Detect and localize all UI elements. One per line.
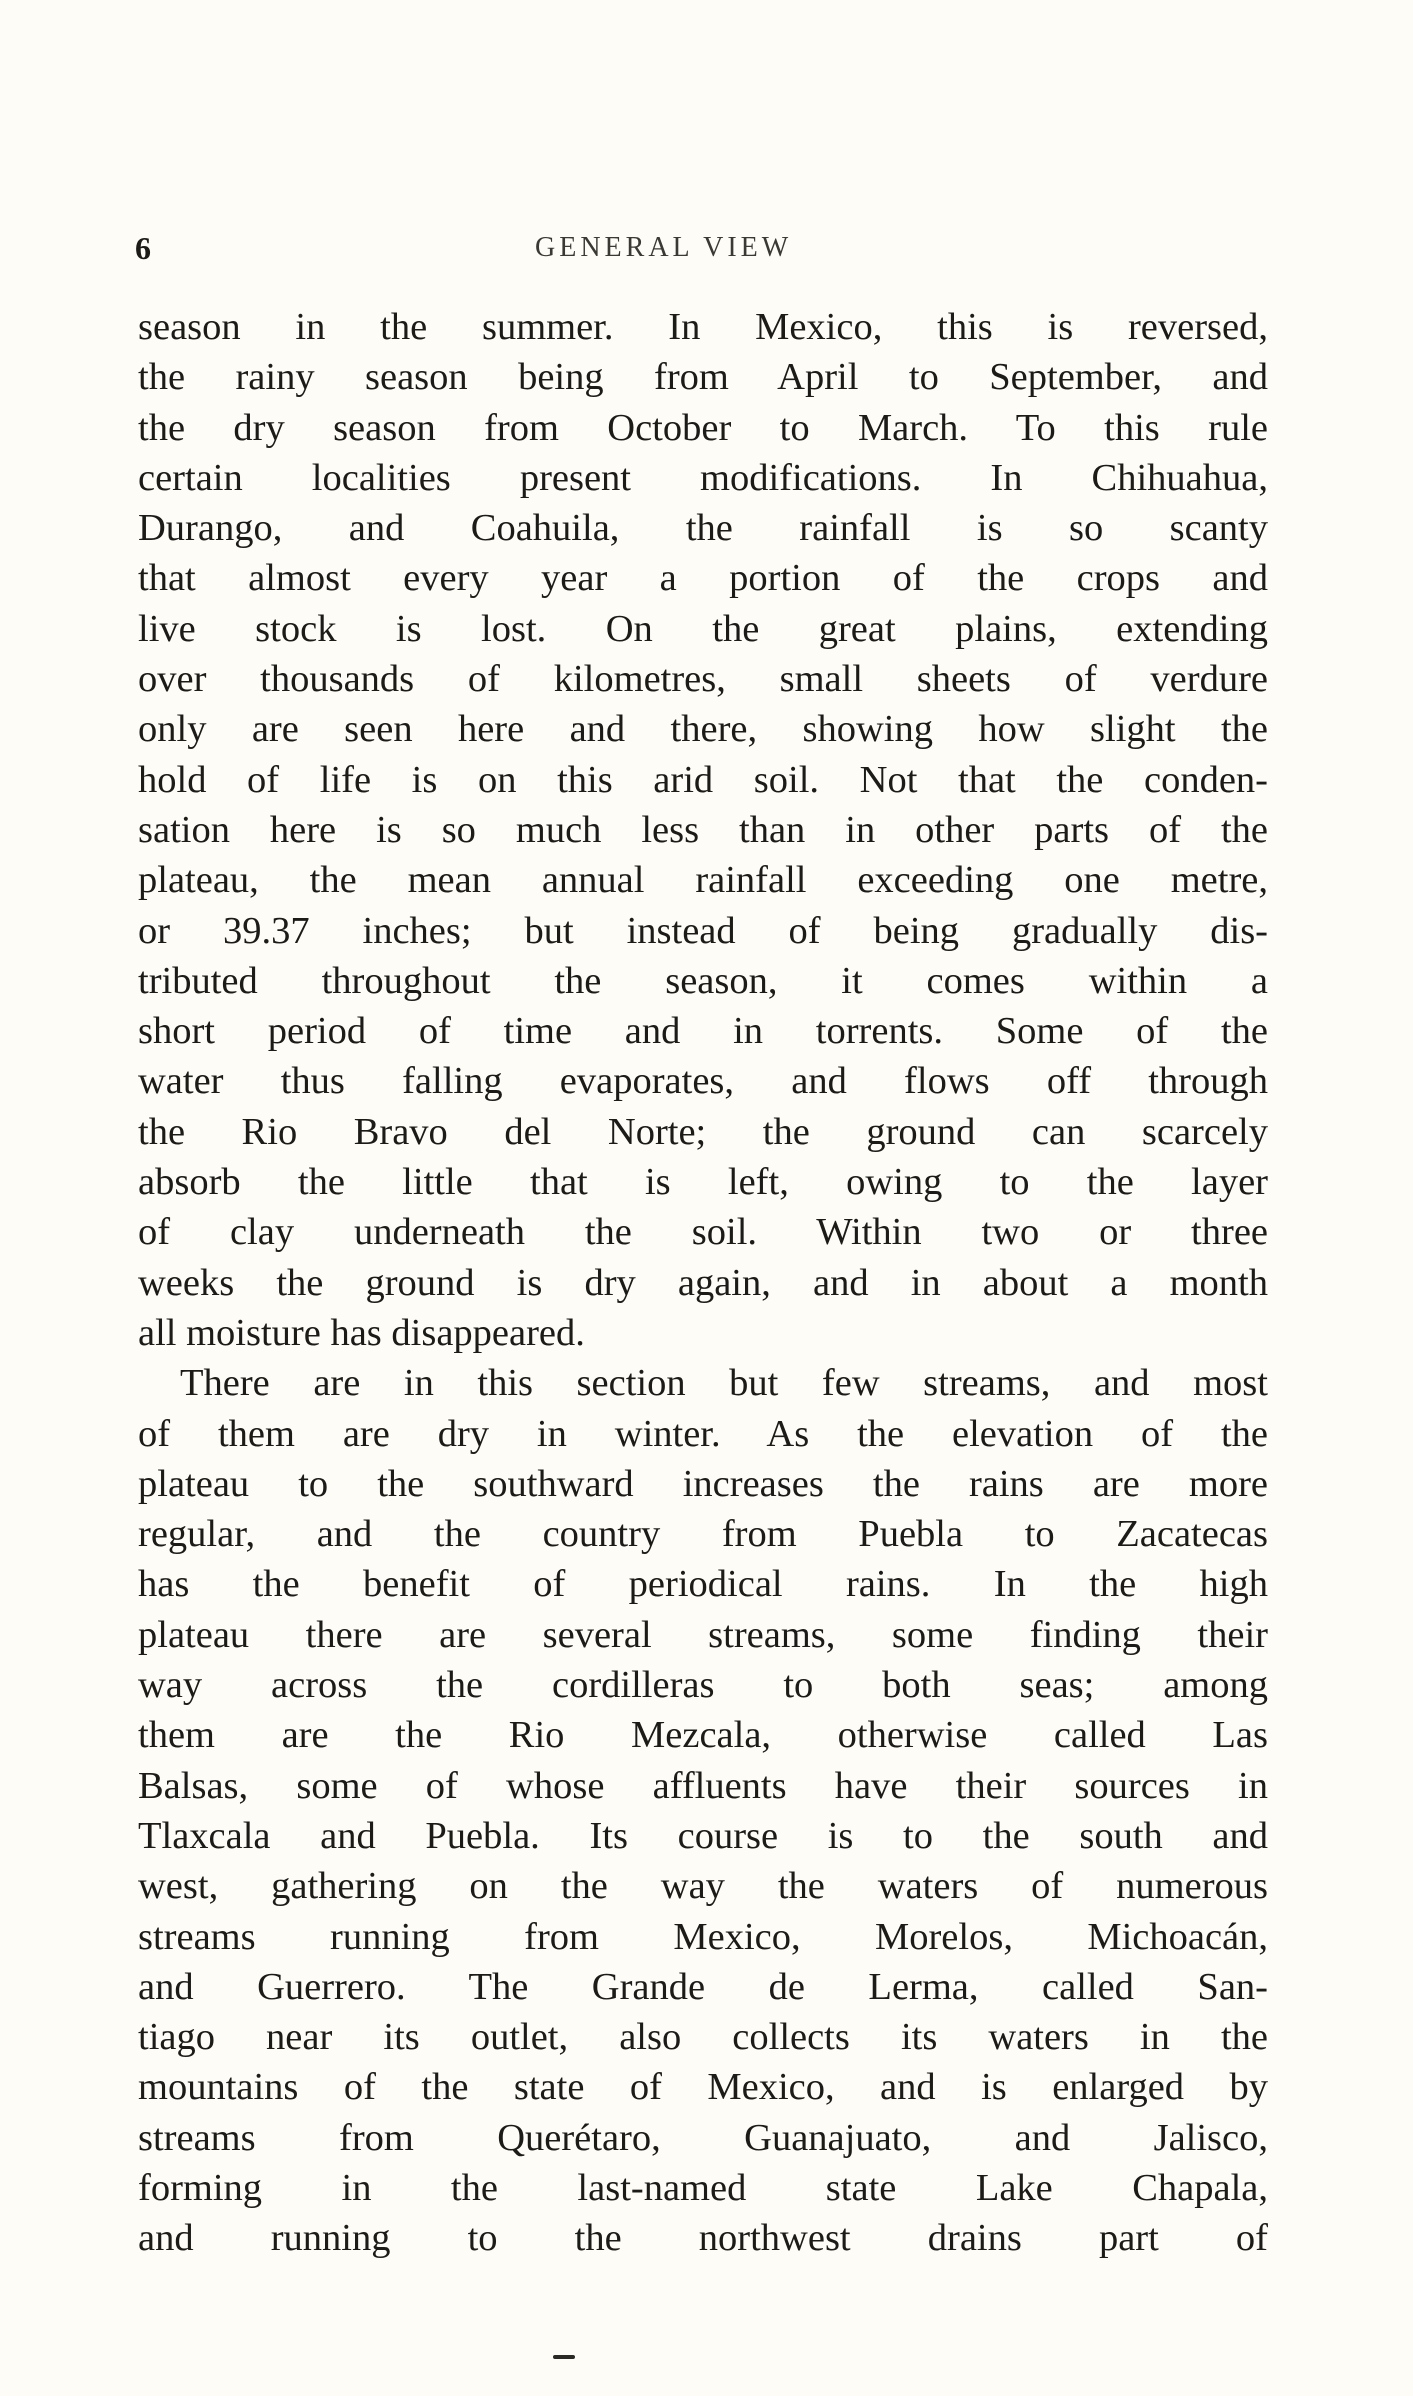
- ink-mark: [553, 2355, 575, 2359]
- text-line: Tlaxcala and Puebla. Its course is to the south and: [138, 1814, 1268, 1857]
- text-line: only are seen here and there, showing how slight the: [138, 708, 1268, 751]
- text-line: the Rio Bravo del Norte; the ground can scarcely: [138, 1110, 1268, 1153]
- text-line: the rainy season being from April to September, and: [138, 356, 1268, 399]
- text-line: over thousands of kilometres, small sheets of verdure: [138, 658, 1268, 701]
- paragraph-2: [138, 1358, 1268, 2263]
- text-line: all moisture has disappeared.: [138, 1311, 585, 1354]
- text-line: mountains of the state of Mexico, and is enlarged by: [138, 2066, 1268, 2109]
- text-line: Balsas, some of whose affluents have their sources in: [138, 1764, 1268, 1807]
- text-line: hold of life is on this arid soil. Not that the conden-: [138, 758, 1268, 801]
- text-line: the dry season from October to March. To this rule: [138, 406, 1268, 449]
- text-line: plateau, the mean annual rainfall exceeding one metre,: [138, 859, 1268, 902]
- text-line: plateau to the southward increases the rains are more: [138, 1462, 1268, 1505]
- text-line: or 39.37 inches; but instead of being gradually dis-: [138, 909, 1268, 952]
- text-line: and running to the northwest drains part of: [138, 2217, 1268, 2260]
- text-line: streams running from Mexico, Morelos, Michoacán,: [138, 1915, 1268, 1958]
- body-text: [138, 302, 1268, 2264]
- text-line: weeks the ground is dry again, and in about a month: [138, 1261, 1268, 1304]
- text-line: west, gathering on the way the waters of numerous: [138, 1865, 1268, 1908]
- text-line: short period of time and in torrents. Some of the: [138, 1010, 1268, 1053]
- page-number: 6: [135, 230, 152, 266]
- text-line: Durango, and Coahuila, the rainfall is so scanty: [138, 507, 1268, 550]
- text-line: live stock is lost. On the great plains, extending: [138, 607, 1268, 650]
- text-line: water thus falling evaporates, and flows off through: [138, 1060, 1268, 1103]
- running-title: GENERAL VIEW: [535, 232, 793, 263]
- text-line: has the benefit of periodical rains. In the high: [138, 1563, 1268, 1606]
- text-line: of clay underneath the soil. Within two or three: [138, 1211, 1268, 1254]
- text-line: absorb the little that is left, owing to the layer: [138, 1161, 1268, 1204]
- text-line: of them are dry in winter. As the elevation of the: [138, 1412, 1268, 1455]
- text-line: that almost every year a portion of the crops and: [138, 557, 1268, 600]
- text-line: certain localities present modifications. In Chihuahua,: [138, 456, 1268, 499]
- text-line: There are in this section but few streams, and most: [180, 1362, 1268, 1405]
- text-line: them are the Rio Mezcala, otherwise called Las: [138, 1714, 1268, 1757]
- paragraph-1: [138, 302, 1268, 1358]
- text-line: tiago near its outlet, also collects its waters in the: [138, 2016, 1268, 2059]
- text-line: sation here is so much less than in other parts of the: [138, 808, 1268, 851]
- text-line: and Guerrero. The Grande de Lerma, called San-: [138, 1965, 1268, 2008]
- text-line: regular, and the country from Puebla to Zacatecas: [138, 1513, 1268, 1556]
- text-line: way across the cordilleras to both seas; among: [138, 1664, 1268, 1707]
- text-line: plateau there are several streams, some finding their: [138, 1613, 1268, 1656]
- text-line: streams from Querétaro, Guanajuato, and Jalisco,: [138, 2116, 1268, 2159]
- text-line: forming in the last-named state Lake Chapala,: [138, 2166, 1268, 2209]
- text-line: tributed throughout the season, it comes within a: [138, 959, 1268, 1002]
- running-head: [135, 230, 1275, 280]
- text-line: season in the summer. In Mexico, this is reversed,: [138, 306, 1268, 348]
